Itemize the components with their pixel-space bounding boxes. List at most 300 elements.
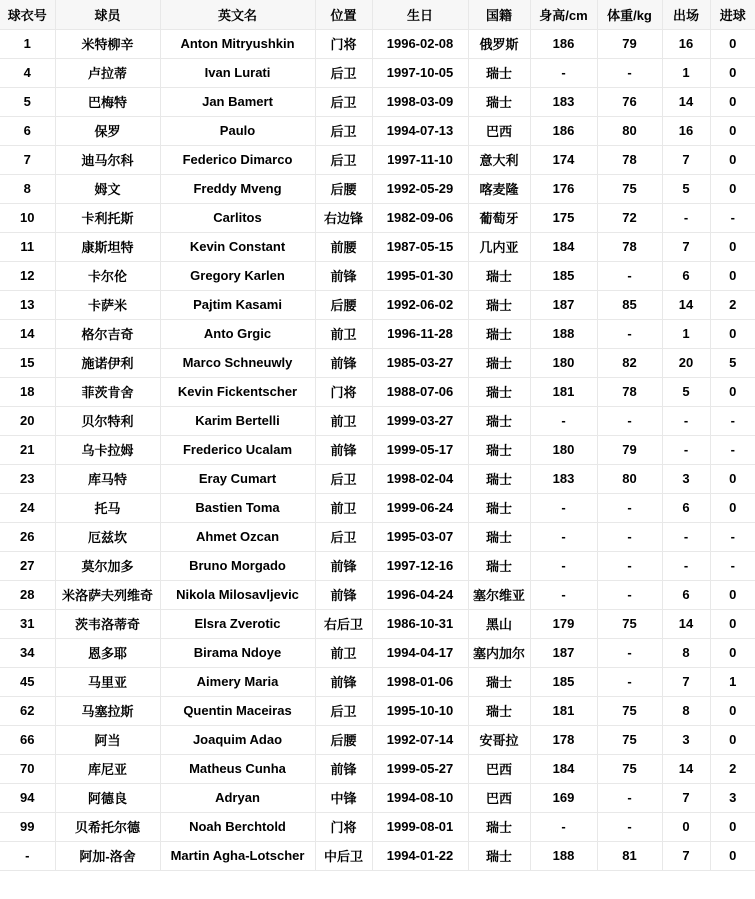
cell: 米特柳辛 <box>55 29 160 58</box>
cell: 后卫 <box>315 58 372 87</box>
cell: 0 <box>710 580 755 609</box>
cell: 米洛萨夫列维奇 <box>55 580 160 609</box>
cell: 瑞士 <box>468 522 530 551</box>
table-row <box>0 638 755 667</box>
cell: 0 <box>662 812 710 841</box>
cell: Kevin Fickentscher <box>160 377 315 406</box>
table-row <box>0 464 755 493</box>
cell: 27 <box>0 551 55 580</box>
table-row <box>0 435 755 464</box>
cell: 1998-02-04 <box>372 464 468 493</box>
cell: 80 <box>597 116 662 145</box>
cell: 后卫 <box>315 522 372 551</box>
cell: 24 <box>0 493 55 522</box>
cell: - <box>597 783 662 812</box>
cell: 4 <box>0 58 55 87</box>
table-row <box>0 261 755 290</box>
table-row <box>0 348 755 377</box>
cell: 1987-05-15 <box>372 232 468 261</box>
table-row <box>0 29 755 58</box>
cell: 瑞士 <box>468 261 530 290</box>
cell: 施诺伊利 <box>55 348 160 377</box>
cell: 14 <box>662 609 710 638</box>
cell: - <box>597 667 662 696</box>
cell: 14 <box>0 319 55 348</box>
cell: - <box>662 551 710 580</box>
cell: 6 <box>662 580 710 609</box>
cell: 保罗 <box>55 116 160 145</box>
table-row <box>0 812 755 841</box>
cell: Bastien Toma <box>160 493 315 522</box>
cell: Carlitos <box>160 203 315 232</box>
cell: 34 <box>0 638 55 667</box>
cell: 0 <box>710 493 755 522</box>
cell: 中后卫 <box>315 841 372 870</box>
cell: 1997-10-05 <box>372 58 468 87</box>
cell: 瑞士 <box>468 667 530 696</box>
cell: 79 <box>597 29 662 58</box>
cell: 185 <box>530 261 597 290</box>
cell: 瑞士 <box>468 406 530 435</box>
cell: 0 <box>710 261 755 290</box>
cell: 前锋 <box>315 754 372 783</box>
cell: 瑞士 <box>468 290 530 319</box>
cell: Noah Berchtold <box>160 812 315 841</box>
cell: 瑞士 <box>468 348 530 377</box>
table-row <box>0 406 755 435</box>
cell: 80 <box>597 464 662 493</box>
cell: 前锋 <box>315 580 372 609</box>
cell: 瑞士 <box>468 551 530 580</box>
cell: 7 <box>662 841 710 870</box>
table-row <box>0 145 755 174</box>
cell: 187 <box>530 290 597 319</box>
cell: 后卫 <box>315 464 372 493</box>
cell: 1 <box>662 58 710 87</box>
cell: - <box>530 493 597 522</box>
cell: - <box>710 435 755 464</box>
cell: 0 <box>710 174 755 203</box>
table-row <box>0 232 755 261</box>
cell: 78 <box>597 377 662 406</box>
cell: 前卫 <box>315 638 372 667</box>
cell: 7 <box>0 145 55 174</box>
column-header: 球员 <box>55 0 160 29</box>
cell: 门将 <box>315 377 372 406</box>
cell: Ivan Lurati <box>160 58 315 87</box>
cell: 1998-03-09 <box>372 87 468 116</box>
cell: 卡尔伦 <box>55 261 160 290</box>
cell: 14 <box>662 754 710 783</box>
cell: 1992-05-29 <box>372 174 468 203</box>
cell: Anto Grgic <box>160 319 315 348</box>
cell: 0 <box>710 464 755 493</box>
cell: 前锋 <box>315 348 372 377</box>
cell: 99 <box>0 812 55 841</box>
cell: 卢拉蒂 <box>55 58 160 87</box>
table-body <box>0 29 755 870</box>
column-header: 生日 <box>372 0 468 29</box>
cell: 181 <box>530 696 597 725</box>
table-header-row <box>0 0 755 29</box>
cell: 后卫 <box>315 145 372 174</box>
cell: 右边锋 <box>315 203 372 232</box>
table-row <box>0 696 755 725</box>
cell: 5 <box>710 348 755 377</box>
cell: 库尼亚 <box>55 754 160 783</box>
cell: 8 <box>662 638 710 667</box>
cell: 75 <box>597 174 662 203</box>
cell: 3 <box>710 783 755 812</box>
cell: 1999-05-17 <box>372 435 468 464</box>
cell: 瑞士 <box>468 377 530 406</box>
cell: 1994-04-17 <box>372 638 468 667</box>
column-header: 出场 <box>662 0 710 29</box>
cell: 1 <box>662 319 710 348</box>
cell: Jan Bamert <box>160 87 315 116</box>
cell: 26 <box>0 522 55 551</box>
cell: 0 <box>710 638 755 667</box>
cell: Freddy Mveng <box>160 174 315 203</box>
cell: 意大利 <box>468 145 530 174</box>
cell: - <box>597 522 662 551</box>
cell: - <box>597 58 662 87</box>
cell: 阿当 <box>55 725 160 754</box>
cell: - <box>662 522 710 551</box>
cell: 塞尔维亚 <box>468 580 530 609</box>
table-row <box>0 725 755 754</box>
table-row <box>0 493 755 522</box>
cell: 前卫 <box>315 319 372 348</box>
cell: 1992-06-02 <box>372 290 468 319</box>
cell: 0 <box>710 116 755 145</box>
cell: 1 <box>0 29 55 58</box>
cell: 176 <box>530 174 597 203</box>
column-header: 位置 <box>315 0 372 29</box>
cell: Anton Mitryushkin <box>160 29 315 58</box>
cell: 31 <box>0 609 55 638</box>
cell: Gregory Karlen <box>160 261 315 290</box>
cell: 1999-05-27 <box>372 754 468 783</box>
cell: 10 <box>0 203 55 232</box>
cell: 莫尔加多 <box>55 551 160 580</box>
cell: 1994-08-10 <box>372 783 468 812</box>
table-row <box>0 290 755 319</box>
table-row <box>0 377 755 406</box>
cell: 黑山 <box>468 609 530 638</box>
cell: 8 <box>662 696 710 725</box>
cell: 前锋 <box>315 435 372 464</box>
table-row <box>0 174 755 203</box>
cell: 瑞士 <box>468 841 530 870</box>
cell: 姆文 <box>55 174 160 203</box>
cell: Federico Dimarco <box>160 145 315 174</box>
cell: 中锋 <box>315 783 372 812</box>
cell: 13 <box>0 290 55 319</box>
cell: 188 <box>530 319 597 348</box>
cell: 瑞士 <box>468 58 530 87</box>
cell: 瑞士 <box>468 319 530 348</box>
cell: 厄兹坎 <box>55 522 160 551</box>
cell: 180 <box>530 435 597 464</box>
column-header: 体重/kg <box>597 0 662 29</box>
cell: 托马 <box>55 493 160 522</box>
cell: 库马特 <box>55 464 160 493</box>
cell: 1995-03-07 <box>372 522 468 551</box>
cell: 183 <box>530 464 597 493</box>
cell: Elsra Zverotic <box>160 609 315 638</box>
cell: 169 <box>530 783 597 812</box>
cell: 174 <box>530 145 597 174</box>
cell: 6 <box>0 116 55 145</box>
cell: 卡萨米 <box>55 290 160 319</box>
cell: 7 <box>662 145 710 174</box>
cell: 3 <box>662 464 710 493</box>
cell: 贝希托尔德 <box>55 812 160 841</box>
cell: 安哥拉 <box>468 725 530 754</box>
cell: 几内亚 <box>468 232 530 261</box>
cell: 70 <box>0 754 55 783</box>
cell: 186 <box>530 29 597 58</box>
cell: 1999-03-27 <box>372 406 468 435</box>
cell: 瑞士 <box>468 464 530 493</box>
cell: 78 <box>597 145 662 174</box>
table-row <box>0 580 755 609</box>
cell: 0 <box>710 696 755 725</box>
cell: 1996-11-28 <box>372 319 468 348</box>
table-row <box>0 551 755 580</box>
cell: 75 <box>597 609 662 638</box>
cell: 1996-02-08 <box>372 29 468 58</box>
cell: 62 <box>0 696 55 725</box>
cell: 0 <box>710 841 755 870</box>
cell: 72 <box>597 203 662 232</box>
cell: 格尔吉奇 <box>55 319 160 348</box>
cell: 俄罗斯 <box>468 29 530 58</box>
cell: 1995-01-30 <box>372 261 468 290</box>
cell: 5 <box>662 174 710 203</box>
cell: Eray Cumart <box>160 464 315 493</box>
cell: 178 <box>530 725 597 754</box>
cell: 6 <box>662 493 710 522</box>
cell: 183 <box>530 87 597 116</box>
cell: 14 <box>662 290 710 319</box>
cell: - <box>710 406 755 435</box>
cell: 门将 <box>315 29 372 58</box>
cell: 1988-07-06 <box>372 377 468 406</box>
table-row <box>0 609 755 638</box>
cell: 1997-11-10 <box>372 145 468 174</box>
cell: 15 <box>0 348 55 377</box>
cell: 阿加-洛舍 <box>55 841 160 870</box>
cell: - <box>710 203 755 232</box>
cell: 181 <box>530 377 597 406</box>
cell: 21 <box>0 435 55 464</box>
cell: - <box>597 261 662 290</box>
cell: 0 <box>710 812 755 841</box>
cell: 1998-01-06 <box>372 667 468 696</box>
cell: Pajtim Kasami <box>160 290 315 319</box>
cell: 后卫 <box>315 696 372 725</box>
cell: - <box>530 812 597 841</box>
cell: 82 <box>597 348 662 377</box>
column-header: 身高/cm <box>530 0 597 29</box>
cell: 前腰 <box>315 232 372 261</box>
cell: 81 <box>597 841 662 870</box>
cell: Frederico Ucalam <box>160 435 315 464</box>
cell: 16 <box>662 29 710 58</box>
cell: 85 <box>597 290 662 319</box>
cell: 11 <box>0 232 55 261</box>
cell: 前锋 <box>315 261 372 290</box>
cell: Nikola Milosavljevic <box>160 580 315 609</box>
cell: 卡利托斯 <box>55 203 160 232</box>
cell: 66 <box>0 725 55 754</box>
table-row <box>0 667 755 696</box>
cell: - <box>597 493 662 522</box>
cell: Matheus Cunha <box>160 754 315 783</box>
cell: 5 <box>0 87 55 116</box>
cell: 喀麦隆 <box>468 174 530 203</box>
cell: 1994-01-22 <box>372 841 468 870</box>
cell: 8 <box>0 174 55 203</box>
cell: 2 <box>710 754 755 783</box>
cell: 179 <box>530 609 597 638</box>
cell: 1996-04-24 <box>372 580 468 609</box>
cell: 45 <box>0 667 55 696</box>
cell: - <box>530 406 597 435</box>
cell: 0 <box>710 377 755 406</box>
cell: 186 <box>530 116 597 145</box>
cell: Karim Bertelli <box>160 406 315 435</box>
cell: 前卫 <box>315 406 372 435</box>
cell: 75 <box>597 696 662 725</box>
table-row <box>0 87 755 116</box>
cell: 1985-03-27 <box>372 348 468 377</box>
column-header: 球衣号 <box>0 0 55 29</box>
cell: Paulo <box>160 116 315 145</box>
cell: 1999-08-01 <box>372 812 468 841</box>
cell: - <box>597 406 662 435</box>
cell: - <box>597 580 662 609</box>
cell: 12 <box>0 261 55 290</box>
cell: 28 <box>0 580 55 609</box>
cell: 瑞士 <box>468 696 530 725</box>
cell: - <box>710 522 755 551</box>
cell: 180 <box>530 348 597 377</box>
cell: 0 <box>710 609 755 638</box>
cell: 马塞拉斯 <box>55 696 160 725</box>
table-head <box>0 0 755 29</box>
cell: - <box>530 580 597 609</box>
column-header: 进球 <box>710 0 755 29</box>
cell: 187 <box>530 638 597 667</box>
cell: 阿德良 <box>55 783 160 812</box>
cell: 葡萄牙 <box>468 203 530 232</box>
cell: 75 <box>597 725 662 754</box>
column-header: 英文名 <box>160 0 315 29</box>
cell: 0 <box>710 29 755 58</box>
cell: - <box>597 638 662 667</box>
cell: 恩多耶 <box>55 638 160 667</box>
cell: 75 <box>597 754 662 783</box>
cell: 贝尔特利 <box>55 406 160 435</box>
cell: 后卫 <box>315 87 372 116</box>
cell: 后腰 <box>315 725 372 754</box>
cell: 瑞士 <box>468 493 530 522</box>
cell: Joaquim Adao <box>160 725 315 754</box>
cell: - <box>530 522 597 551</box>
cell: - <box>597 812 662 841</box>
table-row <box>0 754 755 783</box>
cell: 1982-09-06 <box>372 203 468 232</box>
cell: 0 <box>710 319 755 348</box>
table-row <box>0 841 755 870</box>
cell: 巴西 <box>468 754 530 783</box>
cell: Bruno Morgado <box>160 551 315 580</box>
cell: Quentin Maceiras <box>160 696 315 725</box>
cell: 塞内加尔 <box>468 638 530 667</box>
cell: 0 <box>710 87 755 116</box>
cell: - <box>710 551 755 580</box>
cell: 康斯坦特 <box>55 232 160 261</box>
cell: Aimery Maria <box>160 667 315 696</box>
cell: 巴西 <box>468 783 530 812</box>
cell: 18 <box>0 377 55 406</box>
cell: Martin Agha-Lotscher <box>160 841 315 870</box>
cell: - <box>0 841 55 870</box>
cell: 20 <box>662 348 710 377</box>
cell: 瑞士 <box>468 812 530 841</box>
table-row <box>0 319 755 348</box>
cell: 0 <box>710 725 755 754</box>
cell: 瑞士 <box>468 87 530 116</box>
cell: 185 <box>530 667 597 696</box>
table-row <box>0 522 755 551</box>
cell: 5 <box>662 377 710 406</box>
cell: 6 <box>662 261 710 290</box>
cell: 94 <box>0 783 55 812</box>
cell: 76 <box>597 87 662 116</box>
cell: Adryan <box>160 783 315 812</box>
cell: 前卫 <box>315 493 372 522</box>
cell: 乌卡拉姆 <box>55 435 160 464</box>
cell: 巴梅特 <box>55 87 160 116</box>
cell: 后腰 <box>315 290 372 319</box>
cell: - <box>662 203 710 232</box>
cell: 188 <box>530 841 597 870</box>
cell: - <box>597 551 662 580</box>
cell: 16 <box>662 116 710 145</box>
cell: Kevin Constant <box>160 232 315 261</box>
cell: 1999-06-24 <box>372 493 468 522</box>
cell: 0 <box>710 58 755 87</box>
cell: 20 <box>0 406 55 435</box>
cell: 7 <box>662 783 710 812</box>
cell: - <box>597 319 662 348</box>
cell: 1995-10-10 <box>372 696 468 725</box>
cell: 7 <box>662 232 710 261</box>
cell: 门将 <box>315 812 372 841</box>
cell: 后腰 <box>315 174 372 203</box>
cell: 3 <box>662 725 710 754</box>
cell: 茨韦洛蒂奇 <box>55 609 160 638</box>
cell: 前锋 <box>315 551 372 580</box>
table-row <box>0 116 755 145</box>
cell: 1994-07-13 <box>372 116 468 145</box>
cell: - <box>530 58 597 87</box>
cell: 23 <box>0 464 55 493</box>
